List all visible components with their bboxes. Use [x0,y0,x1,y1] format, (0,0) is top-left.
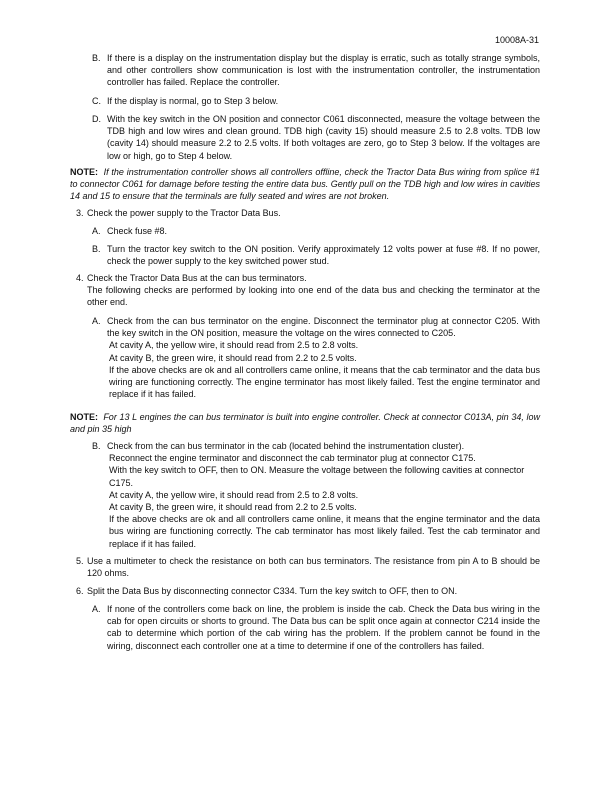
note-text: If the instrumentation controller shows all controllers offline, check the Tractor Data Bus wiring from splice #1 to connector C061 for damage before testing the entire data bus. Gently pull on the TDB high and low wires in cavities 14 and 15 to ensure that the terminals are fully seated and wires are not broken. [70,167,540,202]
item-label: B. [92,53,101,63]
item-text: With the key switch in the ON position and connector C061 disconnected, measure the voltage between the TDB high and low wires and clean ground. TDB high (cavity 15) should measure 2.5 to 2.8 volts. TDB low (cavity 14) should measure 2.2 to 2.5 volts. If both voltages are zero, go to Step 3 below. If the voltages are low or high, go to Step 4 below. [107,114,540,161]
item-label: D. [92,114,101,124]
step-text: Split the Data Bus by disconnecting connector C334. Turn the key switch to OFF, then to ON. [87,586,458,596]
note-label: NOTE: [70,167,98,177]
note-label: NOTE: [70,412,98,422]
step-number: 5. [76,556,84,566]
step3-item-a [0,225,611,237]
item-label: B. [92,244,101,254]
item-line: At cavity A, the yellow wire, it should read from 2.5 to 2.8 volts. [109,489,359,500]
step-4 [0,272,611,309]
note-13l-engines [0,411,611,435]
item-text: Check from the can bus terminator in the cab (located behind the instrumentation cluster). [107,441,465,451]
note-offline [0,166,611,203]
note-text: For 13 L engines the can bus terminator is built into engine controller. Check at connector C013A, pin 34, low and pin 35 high [70,412,540,435]
item-line: Reconnect the engine terminator and disconnect the cab terminator plug at connector C175. [109,453,476,464]
item-line: If the above checks are ok and all controllers came online, it means that the cab terminator and the data bus wiring are functioning correctly. The engine terminator has most likely failed. Test the engine terminator and replace if it has failed. [109,364,540,400]
item-label: A. [92,604,101,614]
item-text: Check from the can bus terminator on the engine. Disconnect the terminator plug at connector C205. With the key switch in the ON position, measure the voltage on the wires connected to C205. [107,316,540,339]
item-line: At cavity B, the green wire, it should read from 2.2 to 2.5 volts. [109,502,357,513]
page-number: 10008A-31 [494,35,539,45]
item-text: Turn the tractor key switch to the ON position. Verify approximately 12 volts power at fuse #8. If no power, check the power supply to the key switched power stud. [107,244,540,267]
step-number: 3. [76,208,84,218]
step2-item-b [0,52,611,89]
step-number: 4. [76,273,84,283]
item-line: At cavity A, the yellow wire, it should read from 2.5 to 2.8 volts. [109,340,359,351]
step-text: Check the power supply to the Tractor Data Bus. [87,208,281,218]
step6-item-a [0,603,611,652]
step-text: Use a multimeter to check the resistance on both can bus terminators. The resistance from pin A to B should be 120 ohms. [87,556,540,579]
step-intro: The following checks are performed by looking into one end of the data bus and checking the terminator at the other end. [87,285,540,308]
item-label: A. [92,226,101,236]
step-6 [0,585,611,597]
item-text: If none of the controllers come back on line, the problem is inside the cab. Check the Data bus wiring in the cab for open circuits or shorts to ground. The Data bus can be split once again at connector C214 inside the cab to determine which portion of the cab wiring has the problem. If the problem cannot be found in the wiring, disconnect each controller one at a time to determine if one of the controllers has failed. [107,604,540,651]
item-line: If the above checks are ok and all controllers came online, it means that the engine terminator and the data bus wiring are functioning correctly. The cab terminator has most likely failed. Test the cab terminator and replace if it has failed. [109,514,540,549]
item-label: C. [92,96,101,106]
item-label: A. [92,316,101,326]
item-line: At cavity B, the green wire, it should read from 2.2 to 2.5 volts. [109,352,357,363]
step-5 [0,555,611,579]
step4-item-b [0,440,611,550]
step2-item-d [0,113,611,162]
step-number: 6. [76,586,84,596]
step4-item-a [0,315,611,400]
item-line: With the key switch to OFF, then to ON. Measure the voltage between the following cavities at connector C175. [109,465,525,488]
item-text: Check fuse #8. [107,226,168,236]
step-text: Check the Tractor Data Bus at the can bus terminators. [87,273,307,283]
step2-item-c [0,95,611,107]
item-text: If there is a display on the instrumentation display but the display is erratic, such as totally strange symbols, and other controllers show communication is lost with the instrumentation controller, the instrumentation controller has failed. Replace the controller. [107,53,540,88]
item-label: B. [92,441,101,451]
step-3 [0,207,611,219]
step3-item-b [0,243,611,267]
item-text: If the display is normal, go to Step 3 below. [107,96,279,106]
